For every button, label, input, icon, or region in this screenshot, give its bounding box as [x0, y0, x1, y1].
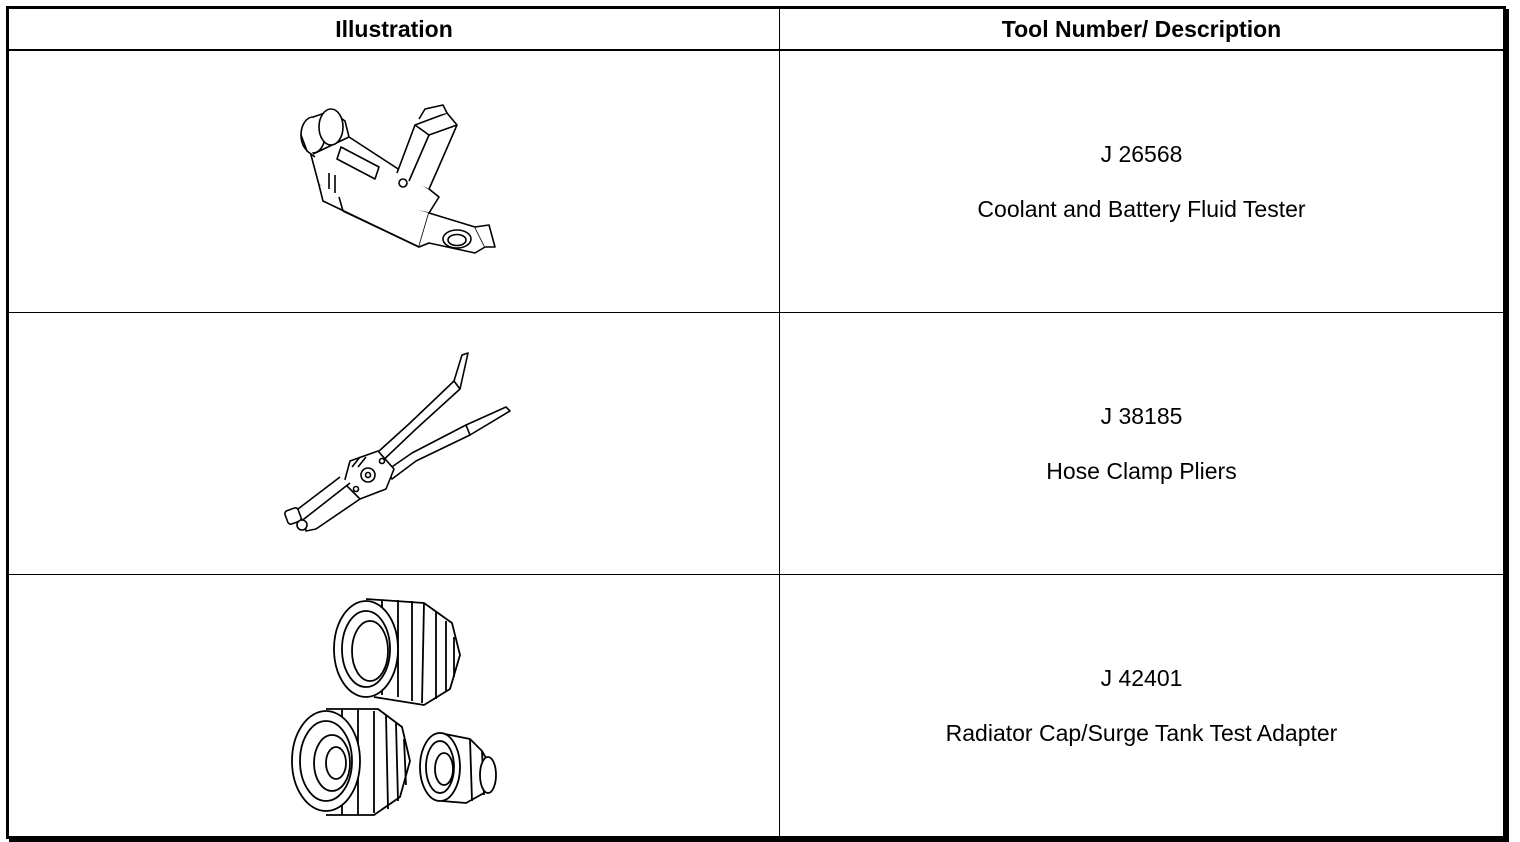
tool-number: J 42401: [1100, 664, 1183, 691]
illustration-column-header: Illustration: [8, 8, 780, 51]
radiator-cap-adapter-icon: [274, 593, 514, 819]
illustration-cell: [8, 313, 780, 575]
table-row: [8, 575, 1505, 838]
description-cell: [780, 50, 1505, 313]
tool-number: J 38185: [1100, 402, 1183, 429]
tool-description: Coolant and Battery Fluid Tester: [977, 195, 1306, 222]
illustration-cell: [8, 575, 780, 838]
tool-number: J 26568: [1100, 140, 1183, 167]
special-tools-table: [6, 6, 1506, 839]
hose-clamp-pliers-icon: [274, 349, 514, 539]
tool-description: Radiator Cap/Surge Tank Test Adapter: [945, 719, 1338, 746]
coolant-tester-icon: [279, 97, 509, 267]
illustration-cell: [8, 50, 780, 313]
description-column-header: Tool Number/ Description: [780, 8, 1505, 51]
table-row: [8, 313, 1505, 575]
table-row: [8, 50, 1505, 313]
tool-description: Hose Clamp Pliers: [1046, 457, 1237, 484]
table-header-row: [8, 8, 1505, 51]
description-cell: [780, 575, 1505, 838]
description-cell: [780, 313, 1505, 575]
